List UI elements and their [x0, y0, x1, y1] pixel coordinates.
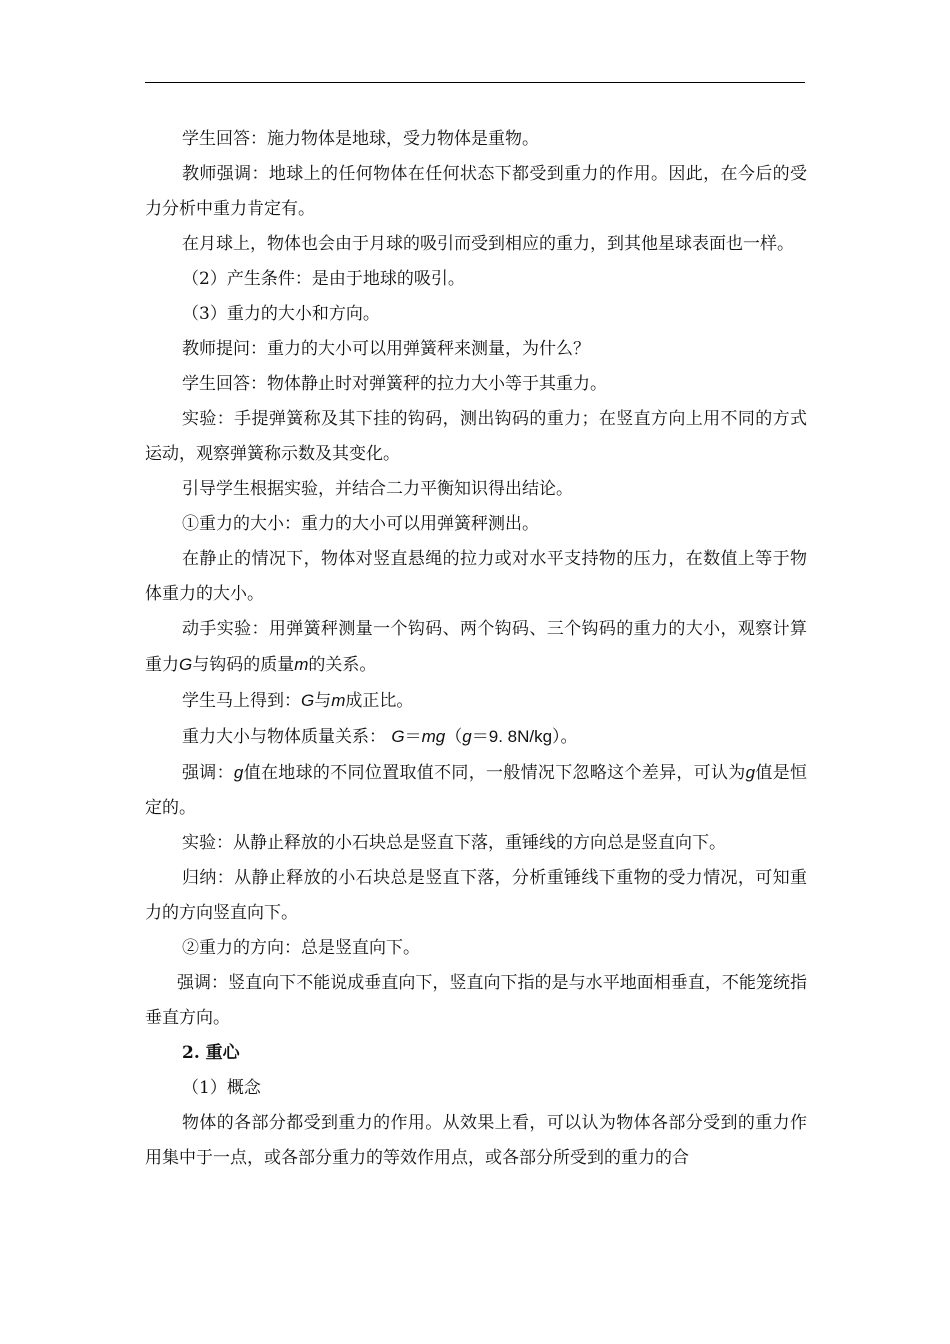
section-heading-center-of-gravity: 2. 重心: [182, 1043, 240, 1063]
text-span: 值是恒定的。: [145, 763, 808, 818]
text-span: 动手实验：用弹簧秤测量一个钩码、两个钩码、三个钩码的重力的大小，观察计算重力: [145, 619, 807, 675]
paragraph-summary: 归纳：从静止释放的小石块总是竖直下落，分析重锤线下重物的受力情况，可知重力的方向竖直向下。: [145, 868, 807, 923]
paragraph-experiment-1: 实验：手提弹簧称及其下挂的钩码，测出钩码的重力；在竖直方向上用不同的方式运动，观察弹簧称示数及其变化。: [145, 409, 807, 464]
text-span: 的关系。: [308, 655, 377, 675]
symbol-g: g: [745, 763, 756, 782]
paragraph-hands-on-experiment: [145, 612, 807, 683]
paragraph-condition: （2）产生条件：是由于地球的吸引。: [182, 269, 465, 289]
header-rule: [145, 82, 805, 83]
text-span: 强调：: [182, 763, 234, 783]
paragraph-student-answer-1: 学生回答：施力物体是地球，受力物体是重物。: [182, 129, 539, 149]
paragraph-gravity-magnitude: ①重力的大小：重力的大小可以用弹簧秤测出。: [182, 514, 539, 534]
text-span: ＝9. 8N/kg）。: [471, 727, 578, 746]
paragraph-student-answer-2: 学生回答：物体静止时对弹簧秤的拉力大小等于其重力。: [182, 374, 607, 394]
text-span: 与: [314, 691, 332, 711]
paragraph-g-emphasis: [145, 755, 807, 826]
symbol-mg: mg: [421, 727, 446, 746]
text-span: 学生马上得到：: [182, 691, 301, 711]
paragraph-concept: （1）概念: [182, 1078, 261, 1098]
text-span: 成正比。: [345, 691, 414, 711]
symbol-G: G: [301, 691, 315, 710]
symbol-G: G: [391, 727, 405, 746]
paragraph-gravity-direction: ②重力的方向：总是竖直向下。: [182, 938, 420, 958]
paragraph-moon-gravity: 在月球上，物体也会由于月球的吸引而受到相应的重力，到其他星球表面也一样。: [182, 234, 794, 254]
paragraph-proportional: [145, 683, 807, 719]
text-span: 与钩码的质量: [192, 655, 295, 675]
paragraph-magnitude-direction: （3）重力的大小和方向。: [182, 304, 380, 324]
symbol-G: G: [179, 655, 193, 674]
text-span: （: [445, 727, 463, 747]
paragraph-direction-emphasis: 强调：竖直向下不能说成垂直向下，竖直向下指的是与水平地面相垂直，不能笼统指垂直方向。: [145, 973, 807, 1028]
paragraph-formula: [145, 719, 807, 755]
document-body: [145, 122, 807, 1176]
paragraph-center-definition: 物体的各部分都受到重力的作用。从效果上看，可以认为物体各部分受到的重力作用集中于一点，或各部分重力的等效作用点，或各部分所受到的重力的合: [145, 1113, 807, 1168]
paragraph-guide: 引导学生根据实验，并结合二力平衡知识得出结论。: [182, 479, 573, 499]
paragraph-teacher-question: 教师提问：重力的大小可以用弹簧秤来测量，为什么？: [182, 339, 590, 359]
symbol-g: g: [462, 727, 472, 746]
paragraph-teacher-emphasis-1: 教师强调：地球上的任何物体在任何状态下都受到重力的作用。因此，在今后的受力分析中重力肯定有。: [145, 164, 807, 219]
symbol-g: g: [233, 763, 244, 782]
text-span: 值在地球的不同位置取值不同，一般情况下忽略这个差异，可认为: [243, 763, 746, 783]
paragraph-experiment-2: 实验：从静止释放的小石块总是竖直下落，重锤线的方向总是竖直向下。: [182, 833, 726, 853]
text-span: ＝: [404, 727, 422, 747]
paragraph-static-case: 在静止的情况下，物体对竖直悬绳的拉力或对水平支持物的压力，在数值上等于物体重力的大小。: [145, 549, 807, 604]
text-span: 重力大小与物体质量关系：: [182, 727, 386, 747]
symbol-m: m: [294, 655, 309, 674]
symbol-m: m: [331, 691, 346, 710]
